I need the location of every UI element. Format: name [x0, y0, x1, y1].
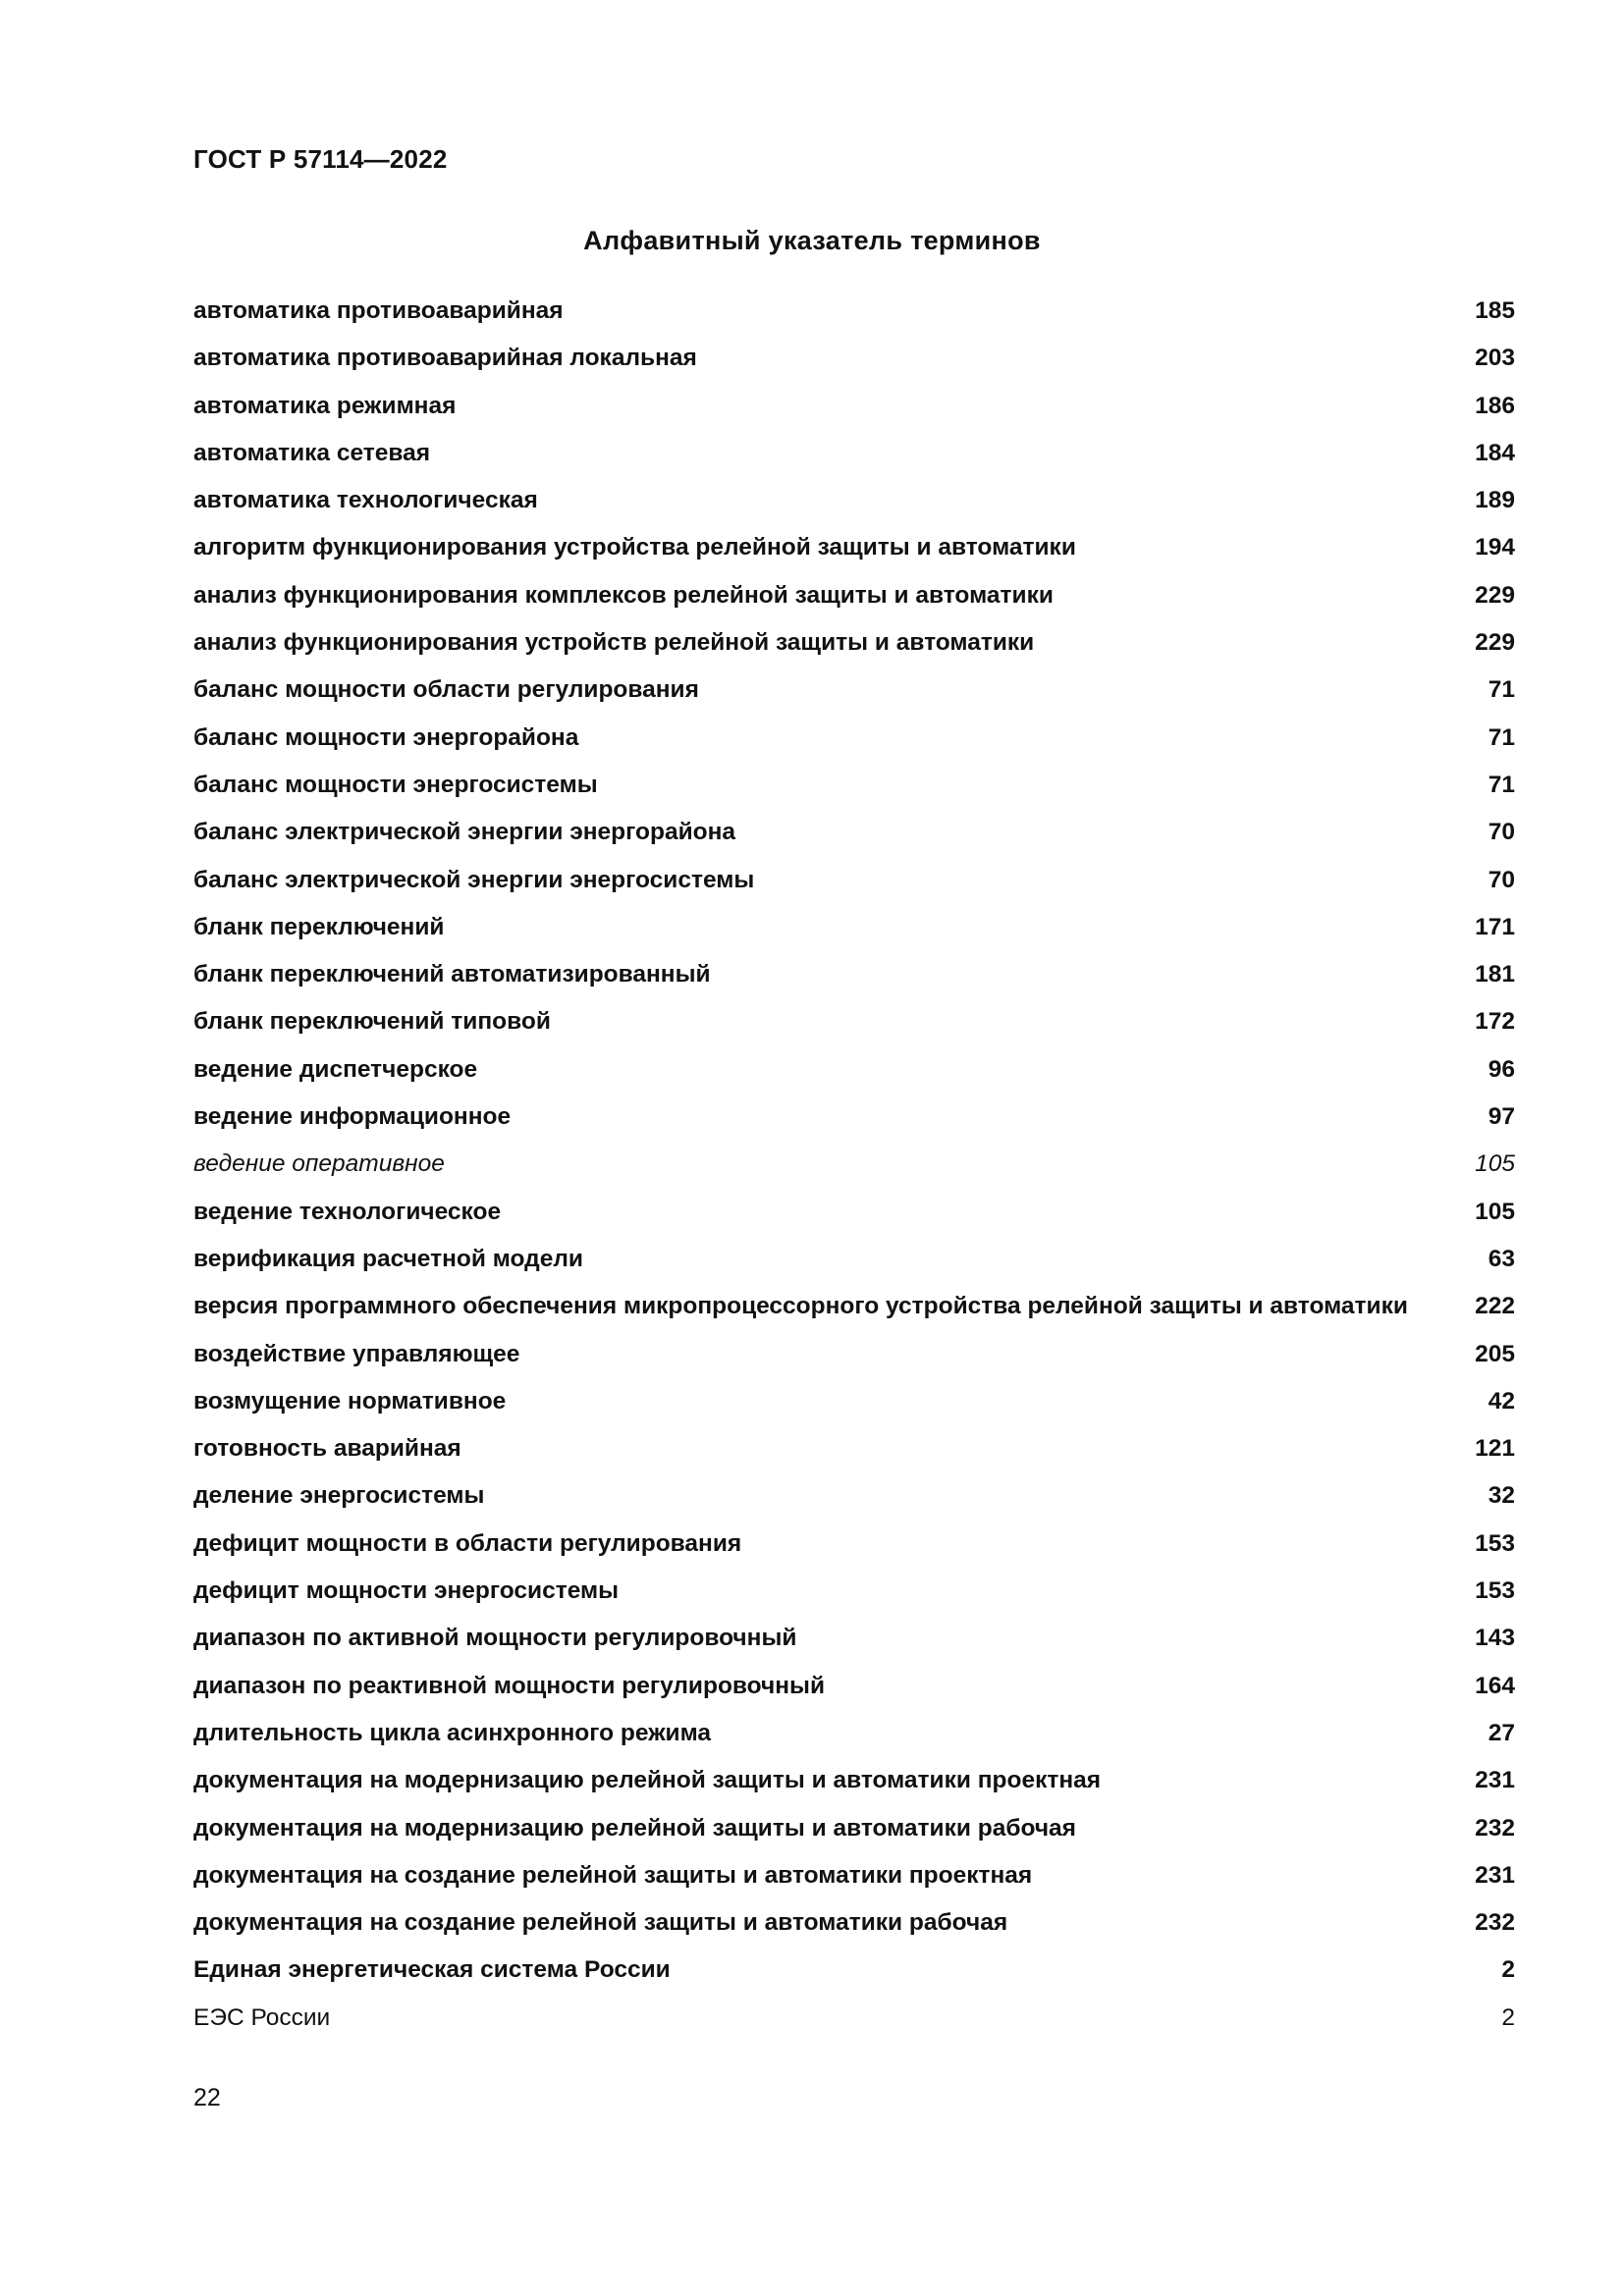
index-entry [193, 345, 1515, 392]
index-entry [193, 1199, 1515, 1246]
index-entry-page: 153 [1475, 1529, 1515, 1557]
document-code: ГОСТ Р 57114—2022 [193, 144, 448, 174]
index-entry-page: 229 [1475, 629, 1515, 657]
index-entry-page: 189 [1475, 487, 1515, 514]
index-entry-term: анализ функционирования комплексов релейной защиты и автоматики [193, 581, 1054, 609]
index-entry-term: баланс электрической энергии энергосистемы [193, 866, 755, 893]
index-entry-term: версия программного обеспечения микропроцессорного устройства релейной защиты и автоматики [193, 1293, 1408, 1320]
index-entry [193, 772, 1515, 819]
index-entry [193, 2004, 1515, 2052]
index-entry [193, 1056, 1515, 1103]
index-entry [193, 867, 1515, 914]
index-entry-page: 70 [1488, 866, 1515, 893]
index-entry-page: 186 [1475, 392, 1515, 419]
index-entry-page: 184 [1475, 439, 1515, 466]
index-entry [193, 1008, 1515, 1055]
index-entry [193, 1246, 1515, 1293]
index-entry-page: 232 [1475, 1814, 1515, 1842]
index-entry-term: диапазон по активной мощности регулировочный [193, 1625, 797, 1652]
index-entry [193, 534, 1515, 581]
index-entry-page: 2 [1501, 2003, 1515, 2031]
index-entry [193, 1862, 1515, 1909]
index-entry-term: Единая энергетическая система России [193, 1956, 671, 1984]
index-entry-term: верификация расчетной модели [193, 1245, 583, 1272]
index-entry [193, 1293, 1515, 1340]
index-entry-page: 27 [1488, 1719, 1515, 1746]
index-entry-term: документация на создание релейной защиты и автоматики проектная [193, 1861, 1033, 1889]
index-entry-term: автоматика сетевая [193, 439, 431, 466]
index-entry [193, 1909, 1515, 1956]
index-entry-page: 171 [1475, 913, 1515, 940]
index-entry-term: документация на создание релейной защиты и автоматики рабочая [193, 1909, 1008, 1937]
index-entry [193, 440, 1515, 487]
index-entry-page: 164 [1475, 1672, 1515, 1699]
index-entry [193, 1103, 1515, 1150]
index-entry [193, 1625, 1515, 1672]
index-entry-page: 71 [1488, 723, 1515, 751]
index-entry-term: бланк переключений типовой [193, 1008, 551, 1036]
index-entry-term: ведение оперативное [193, 1150, 445, 1178]
index-entry-term: автоматика противоаварийная локальная [193, 345, 697, 372]
index-entry-term: документация на модернизацию релейной защиты и автоматики рабочая [193, 1814, 1076, 1842]
index-entry [193, 724, 1515, 772]
index-entry-page: 105 [1475, 1150, 1515, 1178]
index-entry [193, 393, 1515, 440]
index-entry [193, 1720, 1515, 1767]
index-entry-term: алгоритм функционирования устройства релейной защиты и автоматики [193, 534, 1076, 561]
index-entry-page: 32 [1488, 1482, 1515, 1510]
index-entry-page: 231 [1475, 1767, 1515, 1794]
index-entry [193, 961, 1515, 1008]
index-entry [193, 1956, 1515, 2003]
index-entry-page: 96 [1488, 1055, 1515, 1083]
term-index-list [193, 297, 1515, 2052]
index-entry-page: 143 [1475, 1625, 1515, 1652]
index-entry [193, 1673, 1515, 1720]
index-entry-page: 194 [1475, 534, 1515, 561]
index-entry [193, 1767, 1515, 1814]
index-entry-page: 185 [1475, 297, 1515, 324]
index-entry-term: баланс мощности области регулирования [193, 676, 699, 704]
index-entry-term: деление энергосистемы [193, 1482, 485, 1510]
index-entry-term: анализ функционирования устройств релейной защиты и автоматики [193, 629, 1035, 657]
index-entry-page: 231 [1475, 1861, 1515, 1889]
index-entry-term: баланс электрической энергии энергорайона [193, 819, 736, 846]
index-entry-page: 63 [1488, 1245, 1515, 1272]
index-entry-term: дефицит мощности энергосистемы [193, 1577, 620, 1605]
index-entry-term: автоматика режимная [193, 392, 457, 419]
index-entry-page: 71 [1488, 771, 1515, 798]
index-entry-page: 121 [1475, 1435, 1515, 1463]
index-entry-term: ЕЭС России [193, 2003, 331, 2031]
index-entry [193, 914, 1515, 961]
index-entry-page: 71 [1488, 676, 1515, 704]
index-entry-term: готовность аварийная [193, 1435, 461, 1463]
index-entry-term: возмущение нормативное [193, 1387, 507, 1415]
index-entry-page: 205 [1475, 1340, 1515, 1367]
index-entry [193, 1530, 1515, 1577]
index-entry-page: 153 [1475, 1577, 1515, 1605]
index-entry [193, 487, 1515, 534]
index-entry-page: 2 [1501, 1956, 1515, 1984]
index-entry [193, 1815, 1515, 1862]
page-number: 22 [193, 2084, 221, 2111]
index-entry-term: ведение диспетчерское [193, 1055, 478, 1083]
index-entry-page: 70 [1488, 819, 1515, 846]
index-entry [193, 1388, 1515, 1435]
index-entry [193, 297, 1515, 345]
index-entry-page: 181 [1475, 961, 1515, 988]
index-entry-term: диапазон по реактивной мощности регулировочный [193, 1672, 826, 1699]
index-entry [193, 629, 1515, 676]
index-entry-term: бланк переключений [193, 913, 445, 940]
index-entry-term: баланс мощности энергосистемы [193, 771, 598, 798]
index-entry-page: 105 [1475, 1198, 1515, 1225]
index-entry [193, 1435, 1515, 1482]
index-entry [193, 819, 1515, 866]
index-entry-term: автоматика технологическая [193, 487, 538, 514]
index-entry [193, 1341, 1515, 1388]
index-entry-term: автоматика противоаварийная [193, 297, 564, 324]
index-entry-term: ведение технологическое [193, 1198, 502, 1225]
index-entry-page: 229 [1475, 581, 1515, 609]
index-entry [193, 676, 1515, 723]
index-entry-term: воздействие управляющее [193, 1340, 520, 1367]
index-entry-page: 42 [1488, 1387, 1515, 1415]
index-entry-term: ведение информационное [193, 1103, 512, 1131]
index-entry-term: дефицит мощности в области регулирования [193, 1529, 742, 1557]
index-entry-page: 203 [1475, 345, 1515, 372]
index-entry [193, 1482, 1515, 1529]
index-entry-page: 97 [1488, 1103, 1515, 1131]
index-entry-term: баланс мощности энергорайона [193, 723, 579, 751]
index-title: Алфавитный указатель терминов [583, 226, 1041, 255]
index-entry-page: 222 [1475, 1293, 1515, 1320]
index-entry [193, 1150, 1515, 1198]
index-entry [193, 1577, 1515, 1625]
index-entry-page: 172 [1475, 1008, 1515, 1036]
index-entry-term: бланк переключений автоматизированный [193, 961, 711, 988]
index-entry-page: 232 [1475, 1909, 1515, 1937]
index-entry [193, 582, 1515, 629]
index-entry-term: длительность цикла асинхронного режима [193, 1719, 712, 1746]
index-entry-term: документация на модернизацию релейной защиты и автоматики проектная [193, 1767, 1102, 1794]
